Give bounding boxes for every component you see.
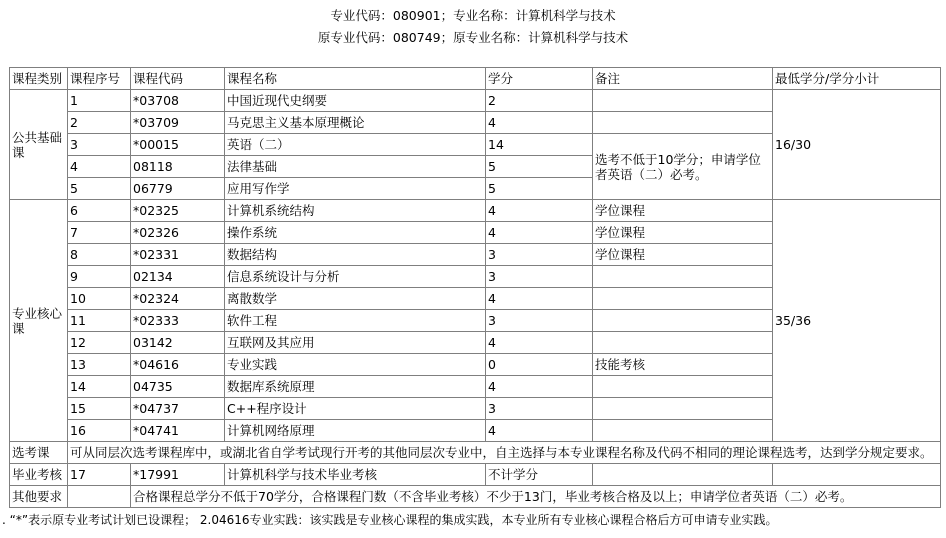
course-code: 06779 (131, 178, 225, 200)
course-number: 6 (68, 200, 131, 222)
course-code: 03142 (131, 332, 225, 354)
col-header-credit: 学分 (486, 68, 593, 90)
course-code: *02324 (131, 288, 225, 310)
col-header-name: 课程名称 (225, 68, 486, 90)
core-subtotal: 35/36 (773, 200, 941, 442)
course-code: *04737 (131, 398, 225, 420)
category-core: 专业核心课 (10, 200, 68, 442)
graduation-row (10, 464, 941, 486)
course-credit: 3 (486, 398, 593, 420)
course-name: 信息系统设计与分析 (225, 266, 486, 288)
course-number: 8 (68, 244, 131, 266)
other-row (10, 486, 941, 508)
other-spacer (68, 486, 131, 508)
graduation-subtotal (773, 464, 941, 486)
category-other: 其他要求 (10, 486, 68, 508)
col-header-category: 课程类别 (10, 68, 68, 90)
course-credit: 14 (486, 134, 593, 156)
col-header-number: 课程序号 (68, 68, 131, 90)
course-credit: 3 (486, 266, 593, 288)
course-name: 应用写作学 (225, 178, 486, 200)
course-number: 2 (68, 112, 131, 134)
category-elective: 选考课 (10, 442, 68, 464)
table-row (10, 90, 941, 112)
course-note (593, 376, 773, 398)
course-credit: 4 (486, 112, 593, 134)
course-code: 04735 (131, 376, 225, 398)
course-code: 08118 (131, 156, 225, 178)
course-credit: 4 (486, 222, 593, 244)
course-credit: 不计学分 (486, 464, 593, 486)
course-code: *03709 (131, 112, 225, 134)
course-note (593, 266, 773, 288)
original-major-code-line: 原专业代码：080749；原专业名称：计算机科学与技术 (317, 30, 629, 45)
course-code: *00015 (131, 134, 225, 156)
table-row (10, 200, 941, 222)
course-credit: 3 (486, 310, 593, 332)
course-credit: 4 (486, 200, 593, 222)
course-number: 9 (68, 266, 131, 288)
course-credit: 5 (486, 178, 593, 200)
course-credit: 4 (486, 332, 593, 354)
header-row (10, 68, 941, 90)
footnote: . “*”表示原专业考试计划已设课程； 2.04616专业实践：该实践是专业核心课程的集成实践，本专业所有专业核心课程合格后方可申请专业实践。 (2, 513, 778, 527)
course-number: 13 (68, 354, 131, 376)
course-credit: 5 (486, 156, 593, 178)
col-header-note: 备注 (593, 68, 773, 90)
course-credit: 0 (486, 354, 593, 376)
course-name: 马克思主义基本原理概论 (225, 112, 486, 134)
course-name: 数据库系统原理 (225, 376, 486, 398)
course-code: *02333 (131, 310, 225, 332)
course-note (593, 332, 773, 354)
course-code: *02325 (131, 200, 225, 222)
course-note (593, 112, 773, 134)
course-note (593, 398, 773, 420)
course-name: C++程序设计 (225, 398, 486, 420)
course-credit: 4 (486, 420, 593, 442)
course-name: 互联网及其应用 (225, 332, 486, 354)
other-text: 合格课程总学分不低于70学分，合格课程门数（不含毕业考核）不少于13门，毕业考核合格及以上；申请学位者英语（二）必考。 (131, 486, 941, 508)
elective-row (10, 442, 941, 464)
public-note: 选考不低于10学分；申请学位者英语（二）必考。 (593, 134, 773, 200)
course-name: 法律基础 (225, 156, 486, 178)
course-name: 操作系统 (225, 222, 486, 244)
course-number: 4 (68, 156, 131, 178)
course-code: *03708 (131, 90, 225, 112)
curriculum-table (9, 67, 941, 508)
course-note: 学位课程 (593, 200, 773, 222)
course-note: 学位课程 (593, 222, 773, 244)
course-number: 14 (68, 376, 131, 398)
course-note (593, 90, 773, 112)
course-credit: 4 (486, 288, 593, 310)
course-note (593, 420, 773, 442)
course-code: *17991 (131, 464, 225, 486)
course-name: 计算机网络原理 (225, 420, 486, 442)
course-note: 技能考核 (593, 354, 773, 376)
course-number: 17 (68, 464, 131, 486)
category-graduation: 毕业考核 (10, 464, 68, 486)
course-name: 专业实践 (225, 354, 486, 376)
course-credit: 2 (486, 90, 593, 112)
course-code: 02134 (131, 266, 225, 288)
course-name: 软件工程 (225, 310, 486, 332)
course-name: 数据结构 (225, 244, 486, 266)
course-number: 15 (68, 398, 131, 420)
course-code: *02331 (131, 244, 225, 266)
course-name: 计算机系统结构 (225, 200, 486, 222)
course-name: 离散数学 (225, 288, 486, 310)
course-credit: 3 (486, 244, 593, 266)
course-code: *04616 (131, 354, 225, 376)
course-code: *04741 (131, 420, 225, 442)
course-number: 5 (68, 178, 131, 200)
elective-text: 可从同层次选考课程库中，或湖北省自学考试现行开考的其他同层次专业中，自主选择与本专业课程名称及代码不相同的理论课程选考，达到学分规定要求。 (68, 442, 941, 464)
course-number: 7 (68, 222, 131, 244)
course-credit: 4 (486, 376, 593, 398)
course-number: 1 (68, 90, 131, 112)
course-number: 3 (68, 134, 131, 156)
course-note (593, 310, 773, 332)
category-public: 公共基础课 (10, 90, 68, 200)
course-note (593, 464, 773, 486)
course-number: 10 (68, 288, 131, 310)
course-number: 16 (68, 420, 131, 442)
course-name: 英语（二） (225, 134, 486, 156)
public-subtotal: 16/30 (773, 90, 941, 200)
course-note: 学位课程 (593, 244, 773, 266)
course-name: 计算机科学与技术毕业考核 (225, 464, 486, 486)
course-number: 12 (68, 332, 131, 354)
course-code: *02326 (131, 222, 225, 244)
course-name: 中国近现代史纲要 (225, 90, 486, 112)
col-header-code: 课程代码 (131, 68, 225, 90)
col-header-subtotal: 最低学分/学分小计 (773, 68, 941, 90)
course-note (593, 288, 773, 310)
course-number: 11 (68, 310, 131, 332)
major-code-line: 专业代码：080901；专业名称：计算机科学与技术 (330, 8, 616, 23)
